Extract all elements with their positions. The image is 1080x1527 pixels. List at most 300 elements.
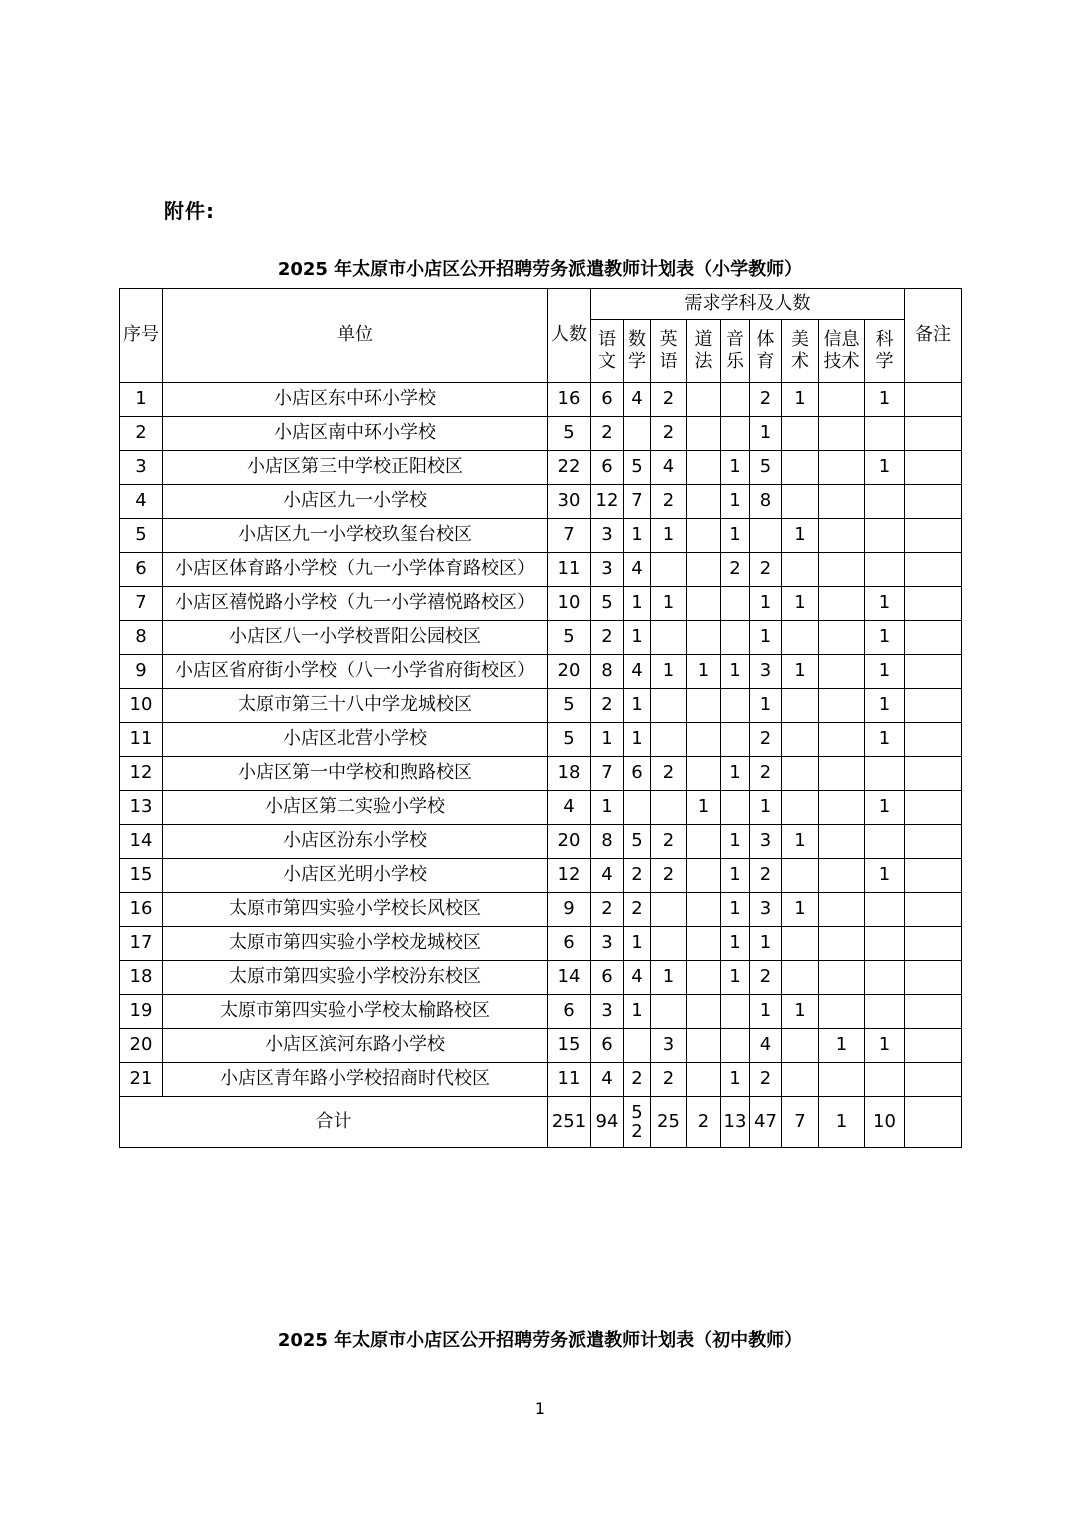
cell-count: 11 [548, 1063, 591, 1097]
cell-subject-count [687, 757, 721, 791]
table-row [120, 451, 962, 485]
total-count: 251 [548, 1097, 591, 1148]
cell-seq: 14 [120, 825, 163, 859]
cell-subject-count [687, 723, 721, 757]
cell-subject-count [687, 1029, 721, 1063]
cell-subject-count [782, 553, 819, 587]
cell-subject-count: 1 [750, 621, 782, 655]
cell-seq: 10 [120, 689, 163, 723]
cell-subject-count: 6 [591, 451, 624, 485]
cell-subject-count: 1 [591, 791, 624, 825]
cell-seq: 5 [120, 519, 163, 553]
cell-remark [905, 417, 962, 451]
cell-subject-count: 2 [591, 417, 624, 451]
header-subject-text: 信息 [823, 329, 860, 350]
header-subject-text: 道 [694, 329, 713, 350]
cell-subject-count [782, 1063, 819, 1097]
table-row [120, 995, 962, 1029]
header-remarks: 备注 [905, 289, 962, 383]
table-row [120, 383, 962, 417]
cell-count: 11 [548, 553, 591, 587]
header-subject-text: 科 [875, 329, 894, 350]
cell-count: 5 [548, 689, 591, 723]
cell-subject-count: 2 [624, 859, 651, 893]
table-row [120, 417, 962, 451]
cell-subject-count [687, 961, 721, 995]
cell-unit: 小店区第二实验小学校 [163, 791, 548, 825]
table-row [120, 825, 962, 859]
cell-subject-count [819, 791, 865, 825]
cell-subject-count: 1 [721, 927, 750, 961]
cell-subject-count: 1 [865, 451, 905, 485]
cell-subject-count: 1 [750, 791, 782, 825]
cell-subject-count [651, 893, 687, 927]
header-subject [624, 320, 651, 383]
cell-subject-count: 1 [721, 825, 750, 859]
cell-unit: 太原市第四实验小学校长风校区 [163, 893, 548, 927]
total-label: 合计 [120, 1097, 548, 1148]
total-subject-count: 94 [591, 1097, 624, 1148]
cell-subject-count: 3 [591, 553, 624, 587]
cell-unit: 小店区禧悦路小学校（九一小学禧悦路校区） [163, 587, 548, 621]
cell-subject-count [782, 961, 819, 995]
cell-subject-count: 1 [624, 927, 651, 961]
cell-subject-count [687, 417, 721, 451]
cell-subject-count: 1 [782, 519, 819, 553]
cell-unit: 太原市第四实验小学校龙城校区 [163, 927, 548, 961]
total-subject-count: 7 [782, 1097, 819, 1148]
cell-subject-count: 2 [750, 1063, 782, 1097]
cell-seq: 1 [120, 383, 163, 417]
cell-subject-count [782, 485, 819, 519]
cell-subject-count [782, 689, 819, 723]
cell-subject-count [819, 451, 865, 485]
cell-subject-count: 1 [651, 519, 687, 553]
cell-subject-count: 1 [750, 587, 782, 621]
table-row [120, 485, 962, 519]
cell-remark [905, 723, 962, 757]
cell-subject-count [721, 723, 750, 757]
cell-count: 18 [548, 757, 591, 791]
cell-subject-count: 5 [750, 451, 782, 485]
cell-subject-count: 3 [750, 825, 782, 859]
cell-seq: 20 [120, 1029, 163, 1063]
header-row-top [120, 289, 962, 320]
cell-subject-count: 1 [865, 689, 905, 723]
table-row [120, 621, 962, 655]
cell-count: 9 [548, 893, 591, 927]
cell-subject-count [865, 417, 905, 451]
cell-subject-count: 1 [624, 723, 651, 757]
cell-subject-count [782, 723, 819, 757]
cell-subject-count: 1 [624, 587, 651, 621]
cell-subject-count: 3 [750, 893, 782, 927]
cell-subject-count: 1 [624, 689, 651, 723]
cell-seq: 2 [120, 417, 163, 451]
header-subject-text: 学 [628, 351, 646, 372]
cell-unit: 小店区八一小学校晋阳公园校区 [163, 621, 548, 655]
cell-subject-count: 8 [591, 655, 624, 689]
cell-subject-count: 1 [721, 485, 750, 519]
cell-unit: 小店区青年路小学校招商时代校区 [163, 1063, 548, 1097]
cell-subject-count: 1 [819, 1029, 865, 1063]
cell-seq: 9 [120, 655, 163, 689]
cell-subject-count: 1 [782, 995, 819, 1029]
cell-count: 12 [548, 859, 591, 893]
attachment-label: 附件: [164, 199, 215, 223]
header-seq: 序号 [120, 289, 163, 383]
cell-subject-count [819, 587, 865, 621]
table-row [120, 553, 962, 587]
cell-remark [905, 927, 962, 961]
cell-subject-count [624, 1029, 651, 1063]
cell-subject-count [819, 995, 865, 1029]
cell-remark [905, 383, 962, 417]
cell-subject-count [651, 723, 687, 757]
cell-subject-count [865, 757, 905, 791]
cell-subject-count: 3 [591, 995, 624, 1029]
cell-subject-count [687, 451, 721, 485]
cell-unit: 小店区九一小学校玖玺台校区 [163, 519, 548, 553]
cell-seq: 17 [120, 927, 163, 961]
cell-subject-count: 1 [782, 655, 819, 689]
cell-seq: 12 [120, 757, 163, 791]
cell-subject-count [721, 1029, 750, 1063]
header-subject-text: 英 [659, 329, 678, 350]
cell-subject-count: 1 [782, 825, 819, 859]
cell-subject-count [782, 927, 819, 961]
header-subject [750, 320, 782, 383]
cell-subject-count: 1 [624, 519, 651, 553]
cell-remark [905, 825, 962, 859]
cell-subject-count: 1 [750, 927, 782, 961]
cell-unit: 小店区汾东小学校 [163, 825, 548, 859]
cell-count: 6 [548, 927, 591, 961]
header-subject-text: 数 [628, 329, 646, 350]
cell-subject-count: 1 [865, 655, 905, 689]
cell-subject-count: 4 [591, 1063, 624, 1097]
cell-subject-count [819, 893, 865, 927]
table-row [120, 757, 962, 791]
cell-remark [905, 485, 962, 519]
cell-remark [905, 519, 962, 553]
header-subject [591, 320, 624, 383]
cell-subject-count: 7 [624, 485, 651, 519]
total-subject-count: 25 [651, 1097, 687, 1148]
cell-remark [905, 689, 962, 723]
header-subject [721, 320, 750, 383]
page-number: 1 [534, 1399, 546, 1418]
cell-subject-count [721, 791, 750, 825]
total-subject-count [624, 1097, 651, 1148]
table-row [120, 723, 962, 757]
cell-count: 14 [548, 961, 591, 995]
cell-subject-count [651, 553, 687, 587]
cell-subject-count [819, 859, 865, 893]
cell-seq: 3 [120, 451, 163, 485]
cell-subject-count: 1 [591, 723, 624, 757]
cell-subject-count: 2 [651, 485, 687, 519]
cell-subject-count [865, 1063, 905, 1097]
cell-count: 4 [548, 791, 591, 825]
cell-subject-count [782, 1029, 819, 1063]
cell-subject-count [624, 417, 651, 451]
cell-subject-count [687, 893, 721, 927]
cell-subject-count: 1 [651, 655, 687, 689]
cell-count: 22 [548, 451, 591, 485]
total-subject-count: 47 [750, 1097, 782, 1148]
cell-subject-count [687, 621, 721, 655]
cell-remark [905, 791, 962, 825]
table-row [120, 927, 962, 961]
cell-subject-count [819, 757, 865, 791]
cell-remark [905, 451, 962, 485]
cell-subject-count [687, 383, 721, 417]
cell-subject-count: 1 [782, 893, 819, 927]
cell-subject-count [782, 859, 819, 893]
cell-subject-count [865, 485, 905, 519]
cell-subject-count [819, 383, 865, 417]
header-subject [651, 320, 687, 383]
cell-unit: 小店区第三中学校正阳校区 [163, 451, 548, 485]
cell-subject-count: 1 [624, 621, 651, 655]
cell-subject-count: 2 [750, 961, 782, 995]
cell-subject-count [782, 791, 819, 825]
cell-unit: 小店区南中环小学校 [163, 417, 548, 451]
cell-subject-count [651, 791, 687, 825]
table-row [120, 1029, 962, 1063]
cell-subject-count: 1 [721, 893, 750, 927]
cell-subject-count: 2 [624, 1063, 651, 1097]
header-subject [819, 320, 865, 383]
cell-subject-count [687, 859, 721, 893]
cell-seq: 15 [120, 859, 163, 893]
cell-subject-count [687, 553, 721, 587]
cell-subject-count [819, 927, 865, 961]
cell-subject-count [687, 927, 721, 961]
cell-subject-count [721, 587, 750, 621]
cell-seq: 8 [120, 621, 163, 655]
cell-subject-count [687, 825, 721, 859]
cell-subject-count [865, 893, 905, 927]
table-row [120, 587, 962, 621]
cell-subject-count: 2 [750, 383, 782, 417]
cell-subject-count: 2 [651, 825, 687, 859]
cell-subject-count: 1 [782, 587, 819, 621]
cell-remark [905, 621, 962, 655]
header-subject [865, 320, 905, 383]
cell-subject-count: 2 [624, 893, 651, 927]
cell-subject-count: 6 [591, 383, 624, 417]
cell-subject-count: 2 [750, 723, 782, 757]
cell-subject-count [687, 1063, 721, 1097]
cell-subject-count: 2 [750, 757, 782, 791]
cell-unit: 小店区北营小学校 [163, 723, 548, 757]
cell-subject-count: 1 [651, 961, 687, 995]
cell-seq: 19 [120, 995, 163, 1029]
cell-count: 16 [548, 383, 591, 417]
cell-subject-count: 4 [624, 961, 651, 995]
total-row [120, 1097, 962, 1148]
cell-subject-count [865, 519, 905, 553]
cell-subject-count: 2 [591, 621, 624, 655]
cell-subject-count: 6 [591, 1029, 624, 1063]
cell-subject-count [819, 689, 865, 723]
cell-subject-count [819, 519, 865, 553]
cell-subject-count: 5 [591, 587, 624, 621]
cell-subject-count [721, 689, 750, 723]
cell-count: 6 [548, 995, 591, 1029]
table-title-primary: 2025 年太原市小店区公开招聘劳务派遣教师计划表（小学教师） [277, 259, 803, 280]
table-row [120, 893, 962, 927]
cell-subject-count [865, 995, 905, 1029]
cell-subject-count: 1 [721, 859, 750, 893]
total-remark [905, 1097, 962, 1148]
cell-subject-count: 4 [624, 553, 651, 587]
cell-subject-count: 2 [651, 859, 687, 893]
cell-count: 10 [548, 587, 591, 621]
cell-subject-count [819, 825, 865, 859]
cell-count: 7 [548, 519, 591, 553]
header-count: 人数 [548, 289, 591, 383]
total-subject-count: 13 [721, 1097, 750, 1148]
cell-subject-count [651, 995, 687, 1029]
cell-subject-count: 2 [651, 417, 687, 451]
table-body [120, 383, 962, 1097]
cell-count: 20 [548, 825, 591, 859]
cell-subject-count: 1 [721, 1063, 750, 1097]
header-subject-text: 学 [875, 351, 894, 372]
cell-unit: 小店区体育路小学校（九一小学体育路校区） [163, 553, 548, 587]
cell-subject-count: 4 [624, 655, 651, 689]
cell-unit: 小店区九一小学校 [163, 485, 548, 519]
cell-subject-count: 1 [687, 655, 721, 689]
cell-subject-count: 5 [624, 825, 651, 859]
cell-subject-count: 2 [750, 553, 782, 587]
cell-subject-count: 1 [721, 451, 750, 485]
cell-subject-count [865, 927, 905, 961]
cell-subject-count: 12 [591, 485, 624, 519]
cell-subject-count [651, 621, 687, 655]
cell-subject-count: 2 [651, 383, 687, 417]
cell-subject-count: 4 [591, 859, 624, 893]
cell-unit: 小店区省府街小学校（八一小学省府街校区） [163, 655, 548, 689]
cell-subject-count: 1 [721, 519, 750, 553]
cell-count: 20 [548, 655, 591, 689]
cell-count: 15 [548, 1029, 591, 1063]
cell-subject-count: 2 [591, 893, 624, 927]
cell-remark [905, 961, 962, 995]
cell-subject-count: 6 [591, 961, 624, 995]
cell-subject-count [721, 995, 750, 1029]
cell-remark [905, 859, 962, 893]
cell-subject-count [865, 961, 905, 995]
cell-subject-count: 1 [750, 995, 782, 1029]
cell-remark [905, 893, 962, 927]
cell-subject-count: 1 [865, 621, 905, 655]
cell-subject-count: 8 [591, 825, 624, 859]
cell-subject-count: 3 [651, 1029, 687, 1063]
cell-subject-count [819, 553, 865, 587]
cell-subject-count: 7 [591, 757, 624, 791]
total-subject-count: 1 [819, 1097, 865, 1148]
cell-seq: 11 [120, 723, 163, 757]
cell-subject-count: 1 [624, 995, 651, 1029]
cell-remark [905, 655, 962, 689]
cell-unit: 小店区滨河东路小学校 [163, 1029, 548, 1063]
cell-subject-count: 3 [750, 655, 782, 689]
header-subject-text: 语 [598, 329, 616, 350]
header-subject-text: 体 [756, 329, 775, 350]
cell-subject-count [782, 451, 819, 485]
cell-subject-count: 1 [721, 961, 750, 995]
cell-subject-count: 2 [651, 1063, 687, 1097]
cell-subject-count [687, 587, 721, 621]
total-subject-digit: 5 [631, 1102, 643, 1123]
cell-unit: 太原市第四实验小学校汾东校区 [163, 961, 548, 995]
table-row [120, 689, 962, 723]
total-subject-count: 2 [687, 1097, 721, 1148]
cell-subject-count: 1 [687, 791, 721, 825]
cell-subject-count [651, 927, 687, 961]
cell-subject-count: 4 [624, 383, 651, 417]
cell-subject-count: 4 [651, 451, 687, 485]
cell-subject-count: 1 [750, 417, 782, 451]
cell-count: 5 [548, 417, 591, 451]
total-subject-count: 10 [865, 1097, 905, 1148]
cell-subject-count: 3 [591, 519, 624, 553]
cell-subject-count: 2 [591, 689, 624, 723]
cell-subject-count: 1 [865, 587, 905, 621]
cell-subject-count [624, 791, 651, 825]
cell-subject-count: 1 [865, 1029, 905, 1063]
cell-count: 30 [548, 485, 591, 519]
cell-subject-count [721, 417, 750, 451]
cell-subject-count [721, 621, 750, 655]
header-subject-text: 文 [598, 351, 616, 372]
header-subject-text: 法 [694, 351, 713, 372]
table-title-junior: 2025 年太原市小店区公开招聘劳务派遣教师计划表（初中教师） [277, 1330, 803, 1351]
header-unit: 单位 [163, 289, 548, 383]
table-row [120, 655, 962, 689]
cell-count: 5 [548, 621, 591, 655]
cell-subject-count [865, 553, 905, 587]
cell-subject-count: 1 [721, 757, 750, 791]
header-subject-text: 美 [791, 329, 809, 350]
cell-subject-count: 4 [750, 1029, 782, 1063]
cell-subject-count: 1 [651, 587, 687, 621]
cell-remark [905, 995, 962, 1029]
cell-subject-count [865, 825, 905, 859]
cell-subject-count [819, 723, 865, 757]
cell-subject-count [750, 519, 782, 553]
cell-subject-count: 1 [750, 689, 782, 723]
cell-subject-count: 1 [721, 655, 750, 689]
header-subject [687, 320, 721, 383]
cell-subject-count [687, 995, 721, 1029]
cell-subject-count: 1 [865, 383, 905, 417]
cell-subject-count [819, 417, 865, 451]
cell-seq: 21 [120, 1063, 163, 1097]
table-row [120, 961, 962, 995]
cell-subject-count [819, 961, 865, 995]
header-subject-text: 音 [726, 329, 744, 350]
cell-remark [905, 1063, 962, 1097]
cell-unit: 小店区第一中学校和煦路校区 [163, 757, 548, 791]
header-subject-text: 技术 [823, 351, 860, 372]
cell-subject-count [687, 485, 721, 519]
table-row [120, 519, 962, 553]
